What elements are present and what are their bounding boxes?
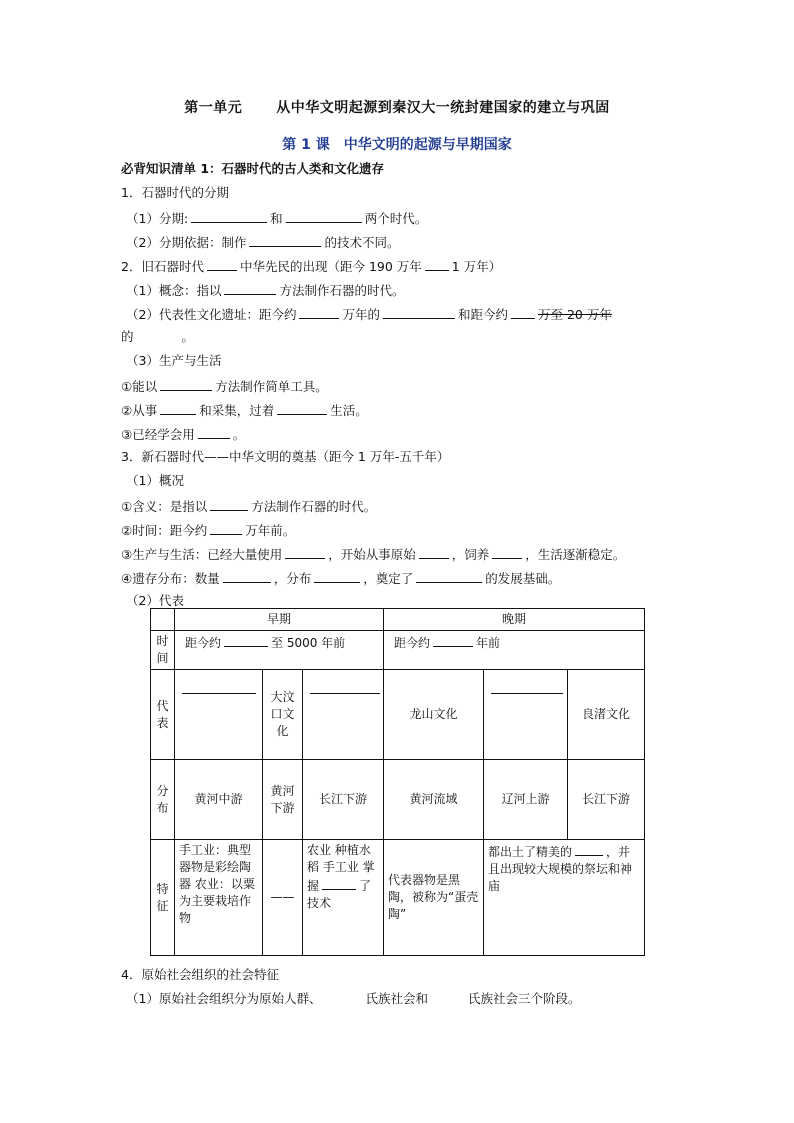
header-early: 早期: [175, 609, 384, 631]
sec2-heading: 2．旧石器时代 中华先民的出现（距今 190 万年 1 万年）: [121, 259, 502, 274]
dist-cell: 黄河流域: [384, 760, 484, 840]
blank[interactable]: [286, 209, 362, 223]
sec3-line5: ④遗存分布：数量 ，分布 ，奠定了 的发展基础。: [121, 571, 561, 586]
blank[interactable]: [491, 680, 563, 694]
feat-cell-5: 都出土了精美的 ，并且出现较大规模的祭坛和神庙: [484, 840, 645, 956]
dist-cell: 长江下游: [568, 760, 645, 840]
sec3-line4: ③生产与生活：已经大量使用 ，开始从事原始 ，饲养 ，生活逐渐稳定。: [121, 547, 626, 562]
rep-longshan: 龙山文化: [384, 670, 484, 760]
rep-liangzhu: 良渚文化: [568, 670, 645, 760]
dist-cell: 黄河中游: [175, 760, 263, 840]
sec1-line2: （2）分期依据：制作 的技术不同。: [126, 235, 400, 250]
sec1-line1: （1）分期: 和 两个时代。: [126, 211, 428, 226]
lesson-title: [0, 134, 794, 154]
blank[interactable]: [224, 633, 268, 647]
feat-cell-1: 手工业：典型器物是彩绘陶器 农业：以粟为主要栽培作物: [175, 840, 263, 956]
sec2-line6: ③已经学会用 。: [121, 427, 246, 442]
blank[interactable]: [210, 521, 242, 535]
blank[interactable]: [383, 305, 455, 319]
sec4-line1: （1）原始社会组织分为原始人群、 氏族社会和 氏族社会三个阶段。: [126, 991, 581, 1006]
table-cell: [151, 609, 175, 631]
dist-cell: 辽河上游: [484, 760, 568, 840]
blank[interactable]: [191, 209, 267, 223]
blank[interactable]: [249, 233, 321, 247]
blank[interactable]: [198, 425, 230, 439]
sec3-line3: ②时间：距今约 万年前。: [121, 523, 296, 538]
blank[interactable]: [182, 680, 256, 694]
table-row: [151, 631, 645, 670]
blank[interactable]: [310, 680, 380, 694]
table-row: [151, 609, 645, 631]
table-row: [151, 840, 645, 956]
blank[interactable]: [575, 842, 603, 856]
rep-dawenkou: 大汶口文化: [263, 670, 303, 760]
sec3-line6: （2）代表: [126, 593, 184, 608]
table-row: [151, 760, 645, 840]
dist-cell: 长江下游: [303, 760, 384, 840]
time-label: 时间: [151, 631, 175, 670]
blank[interactable]: [511, 305, 535, 319]
blank[interactable]: [322, 876, 356, 890]
header-late: 晚期: [384, 609, 645, 631]
rep-blank-1: [175, 670, 263, 760]
dist-cell: 黄河下游: [263, 760, 303, 840]
blank[interactable]: [419, 545, 449, 559]
feat-cell-3: 农业 种植水稻 手工业 掌握 了技术: [303, 840, 384, 956]
blank[interactable]: [285, 545, 325, 559]
rep-blank-2: [303, 670, 384, 760]
dist-label: 分布: [151, 760, 175, 840]
blank[interactable]: [314, 569, 360, 583]
sec2-line1: （1）概念：指以 方法制作石器的时代。: [126, 283, 405, 298]
feat-cell-2: ——: [263, 840, 303, 956]
table-row: [151, 670, 645, 760]
blank[interactable]: [299, 305, 339, 319]
checklist-title: 必背知识清单 1：石器时代的古人类和文化遗存: [121, 161, 385, 176]
sec2-line2: （2）代表性文化遗址：距今约 万年的 和距今约 万至 20 万年: [126, 307, 612, 322]
blank[interactable]: [277, 401, 327, 415]
sec1-heading: 1．石器时代的分期: [121, 185, 229, 200]
unit-title: [0, 97, 794, 117]
feat-label: 特征: [151, 840, 175, 956]
blank[interactable]: [207, 257, 237, 271]
sec2-line3: （3）生产与生活: [126, 353, 222, 368]
time-early: 距今约 至 5000 年前: [175, 631, 384, 670]
blank[interactable]: [210, 497, 248, 511]
blank[interactable]: [425, 257, 449, 271]
blank[interactable]: [160, 401, 196, 415]
blank[interactable]: [223, 569, 271, 583]
feat-cell-4: 代表器物是黑陶，被称为“蛋壳陶”: [384, 840, 484, 956]
sec2-line2-cont: 的 。: [121, 329, 195, 344]
time-late: 距今约 年前: [384, 631, 645, 670]
blank[interactable]: [416, 569, 482, 583]
lesson-name: 中华文明的起源与早期国家: [343, 137, 512, 153]
lesson-number: 第 1 课: [282, 137, 330, 153]
rep-blank-3: [484, 670, 568, 760]
sec3-line2: ①含义：是指以 方法制作石器的时代。: [121, 499, 377, 514]
sec2-line5: ②从事 和采集，过着 生活。: [121, 403, 368, 418]
blank[interactable]: [433, 633, 473, 647]
blank[interactable]: [224, 281, 276, 295]
sec3-line1: （1）概况: [126, 473, 184, 488]
sec3-heading: 3．新石器时代——中华文明的奠基（距今 1 万年-五千年）: [121, 449, 450, 464]
sec4-heading: 4．原始社会组织的社会特征: [121, 967, 279, 982]
blank[interactable]: [160, 377, 212, 391]
unit-name: 从中华文明起源到秦汉大一统封建国家的建立与巩固: [276, 100, 610, 116]
rep-label: 代表: [151, 670, 175, 760]
unit-number: 第一单元: [184, 100, 243, 116]
blank[interactable]: [492, 545, 522, 559]
sec2-line4: ①能以 方法制作简单工具。: [121, 379, 328, 394]
neolithic-culture-table: [150, 608, 645, 956]
